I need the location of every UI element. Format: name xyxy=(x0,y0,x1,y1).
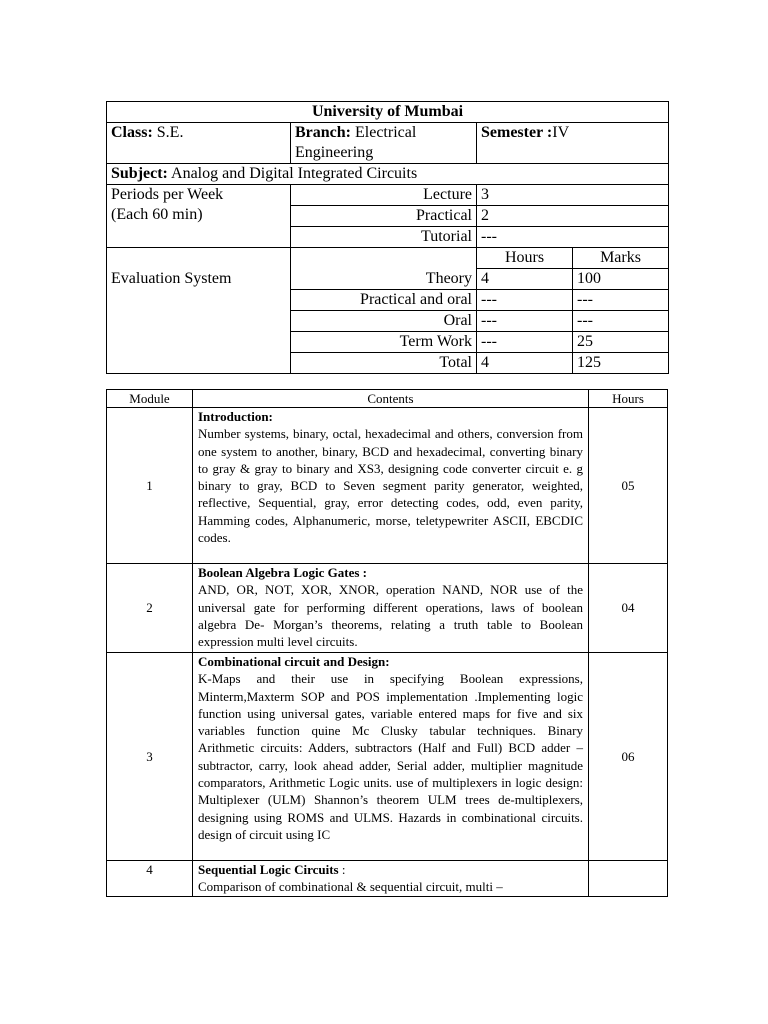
practical-value: 2 xyxy=(477,206,669,227)
eval-row-marks: 100 xyxy=(573,269,669,290)
semester-cell xyxy=(477,123,669,164)
module-number: 4 xyxy=(107,861,193,897)
evaluation-label: Evaluation System xyxy=(107,269,291,374)
blank-cell xyxy=(291,248,477,269)
module-title: Combinational circuit and Design: xyxy=(198,654,390,669)
module-title: Introduction: xyxy=(198,409,273,424)
lecture-row xyxy=(107,185,669,206)
evaluation-row xyxy=(107,269,669,290)
module-title: Boolean Algebra Logic Gates : xyxy=(198,565,367,580)
eval-row-label: Oral xyxy=(291,311,477,332)
eval-row-marks: 25 xyxy=(573,332,669,353)
module-number: 2 xyxy=(107,564,193,653)
module-title-suffix: : xyxy=(338,862,346,877)
contents-header-row xyxy=(107,390,668,408)
module-contents xyxy=(193,653,589,861)
class-cell xyxy=(107,123,291,164)
subject-value: Analog and Digital Integrated Circuits xyxy=(167,165,418,182)
university-row xyxy=(107,102,669,123)
hours-marks-header-row xyxy=(107,248,669,269)
module-contents xyxy=(193,564,589,653)
eval-row-label: Total xyxy=(291,353,477,374)
module-title: Sequential Logic Circuits xyxy=(198,862,339,877)
module-number: 3 xyxy=(107,653,193,861)
practical-label: Practical xyxy=(291,206,477,227)
module-contents xyxy=(193,408,589,564)
subject-row xyxy=(107,164,669,185)
class-value: S.E. xyxy=(152,124,184,141)
class-label: Class: xyxy=(111,124,153,141)
subject-cell xyxy=(107,164,669,185)
module-text: K-Maps and their use in specifying Boolean expressions, Minterm,Maxterm SOP and POS implementation .Implementing logic function using universal gates, variable entered maps for five and six variables function quine Mc Clusky tabular techniques. Binary Arithmetic circuits: Adders, subtractors (Half and Full) BCD adder – subtractor, carry, look ahead adder, Serial adder, multiplier magnitude comparators, Arithmetic Logic units. use of multiplexers in logic design: Multiplexer (ULM) Shannon’s theorem ULM trees de-multiplexers, designing using ROMS and ULMS. Hazards in combinational circuits. design of circuit using IC xyxy=(198,671,583,842)
semester-value: IV xyxy=(552,124,570,141)
course-info-table xyxy=(106,101,669,374)
module-number: 1 xyxy=(107,408,193,564)
marks-column-header: Marks xyxy=(573,248,669,269)
university-title: University of Mumbai xyxy=(107,102,669,123)
eval-row-hours: --- xyxy=(477,311,573,332)
module-title-line xyxy=(198,861,583,878)
lecture-label: Lecture xyxy=(291,185,477,206)
eval-row-marks: 125 xyxy=(573,353,669,374)
module-hours xyxy=(589,861,668,897)
module-text: Number systems, binary, octal, hexadecimal and others, conversion from one system to another, binary, BCD and hexadecimal, converting binary to gray & gray to binary and XS3, designing code converter circuit e. g binary to gray, BCD to Seven segment parity generator, weighted, reflective, Sequential, gray, error detecting codes, odd, even parity, Hamming codes, Alphanumeric, morse, teletypewriter ASCII, EBCDIC codes. xyxy=(198,426,583,546)
module-text: Comparison of combinational & sequential circuit, multi – xyxy=(198,879,503,895)
module-row xyxy=(107,861,668,897)
eval-row-hours: 4 xyxy=(477,269,573,290)
module-row xyxy=(107,653,668,861)
lecture-value: 3 xyxy=(477,185,669,206)
class-branch-row xyxy=(107,123,669,164)
periods-cell xyxy=(107,185,291,248)
eval-row-hours: --- xyxy=(477,332,573,353)
eval-row-hours: 4 xyxy=(477,353,573,374)
tutorial-value: --- xyxy=(477,227,669,248)
eval-row-label: Practical and oral xyxy=(291,290,477,311)
eval-row-marks: --- xyxy=(573,311,669,332)
tutorial-label: Tutorial xyxy=(291,227,477,248)
periods-line2: (Each 60 min) xyxy=(111,206,203,223)
semester-label: Semester : xyxy=(481,124,553,141)
contents-column-header: Contents xyxy=(193,390,589,408)
eval-row-hours: --- xyxy=(477,290,573,311)
module-column-header: Module xyxy=(107,390,193,408)
module-text: AND, OR, NOT, XOR, XNOR, operation NAND, NOR use of the universal gate for performing different operations, laws of boolean algebra De- Morgan’s theorems, relating a truth table to Boolean expression multi level circuits. xyxy=(198,582,583,650)
branch-label: Branch: xyxy=(295,124,351,141)
hours-column-header: Hours xyxy=(477,248,573,269)
periods-line1: Periods per Week xyxy=(111,186,224,203)
branch-value: Electrical Engineering xyxy=(295,124,417,161)
hours-column-header: Hours xyxy=(589,390,668,408)
module-hours: 06 xyxy=(589,653,668,861)
subject-label: Subject: xyxy=(111,165,168,182)
module-row xyxy=(107,408,668,564)
module-hours: 04 xyxy=(589,564,668,653)
module-hours: 05 xyxy=(589,408,668,564)
module-row xyxy=(107,564,668,653)
module-contents xyxy=(193,861,589,897)
eval-row-marks: --- xyxy=(573,290,669,311)
branch-cell xyxy=(291,123,477,164)
blank-cell xyxy=(107,248,291,269)
eval-row-label: Term Work xyxy=(291,332,477,353)
syllabus-contents-table xyxy=(106,389,668,897)
eval-row-label: Theory xyxy=(291,269,477,290)
